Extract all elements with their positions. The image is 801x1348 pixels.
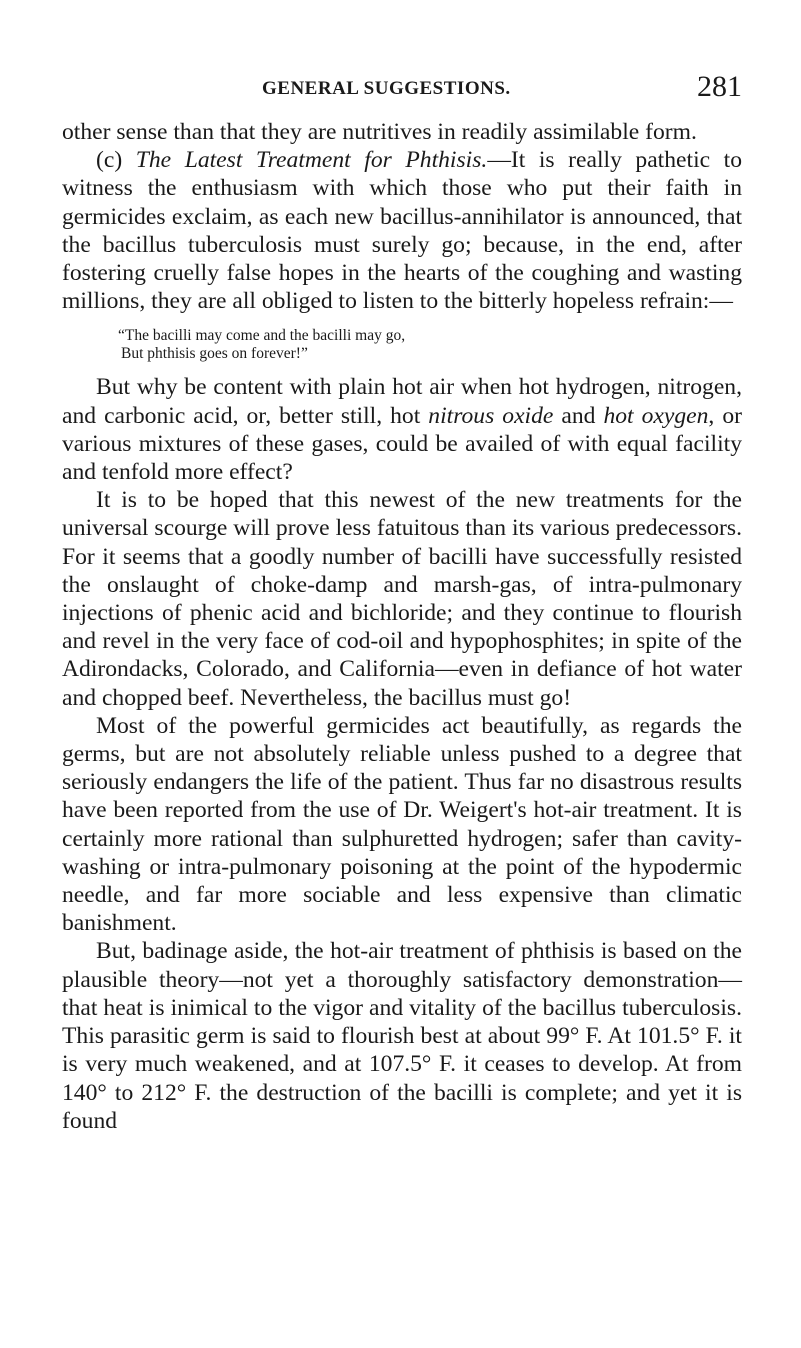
verse-line-2: But phthisis goes on forever!” (121, 345, 308, 363)
italic-hot-oxygen: hot oxygen (603, 402, 709, 429)
italic-nitrous-oxide: nitrous oxide (428, 402, 554, 429)
body-text (62, 118, 742, 1135)
page-header (62, 70, 742, 110)
verse-line-1: “The bacilli may come and the bacilli may go, (118, 327, 406, 345)
paragraph-hot-gases (62, 373, 742, 486)
paragraph-text: —It is really pathetic to witness the enthusiasm with which those who put their faith in germicides exclaim, as each new bacillus-annihilator is announced, that the bacillus tuberculosis must surely go; because, in the end, after fostering cruelly false hopes in the hearts of the coughing and wasting millions, they are all obliged to listen to the bitterly hopeless refrain:— (62, 147, 742, 315)
paragraph-germicides: Most of the powerful germicides act beautifully, as regards the germs, but are not absolutely reliable unless pushed to a degree that seriously endangers the life of the patient. Thus far no disastrous results have been reported from the use of Dr. Weigert's hot-air treatment. It is certainly more rational than sulphuretted hydrogen; safer than cavity-washing or intra-pulmonary poisoning at the point of the hypodermic needle, and far more sociable and less expensive than climatic banishment. (62, 712, 742, 937)
paragraph-continuation: other sense than that they are nutritives in readily assimilable form. (62, 119, 697, 145)
paragraph-text: and (553, 402, 604, 429)
section-title: The Latest Treatment for Phthisis. (135, 147, 488, 174)
page-number: 281 (697, 70, 742, 103)
paragraph-badinage: But, badinage aside, the hot-air treatment of phthisis is based on the plausible theory—not yet a thoroughly satisfactory demonstration—that heat is inimical to the vigor and vitality of the bacillus tuberculosis. This parasitic germ is said to flourish best at about 99° F. At 101.5° F. it is very much weakened, and at 107.5° F. it ceases to develop. At from 140° to 212° F. the destruction of the bacilli is complete; and yet it is found (62, 938, 742, 1134)
paragraph-text: But why be content with plain hot air when hot hydrogen, nitrogen, and carbonic acid, or, better still, hot (62, 374, 742, 429)
running-head: GENERAL SUGGESTIONS. (262, 78, 511, 99)
paragraph-newest-treatment: It is to be hoped that this newest of the new treatments for the universal scourge will prove less fatuitous than its various predecessors. For it seems that a goodly number of bacilli have successfully resisted the onslaught of choke-damp and marsh-gas, of intra-pulmonary injections of phenic acid and bichloride; and they continue to flourish and revel in the very face of cod-oil and hypophosphites; in spite of the Adirondacks, Colorado, and California—even in defiance of hot water and chopped beef. Nevertheless, the bacillus must go! (62, 487, 742, 711)
verse-quotation (118, 327, 742, 363)
section-label: (c) (96, 147, 123, 174)
paragraph-text: , or various mixtures of these gases, could be availed of with equal facility and tenfold more effect? (62, 402, 742, 486)
paragraph-latest-treatment (62, 146, 742, 315)
